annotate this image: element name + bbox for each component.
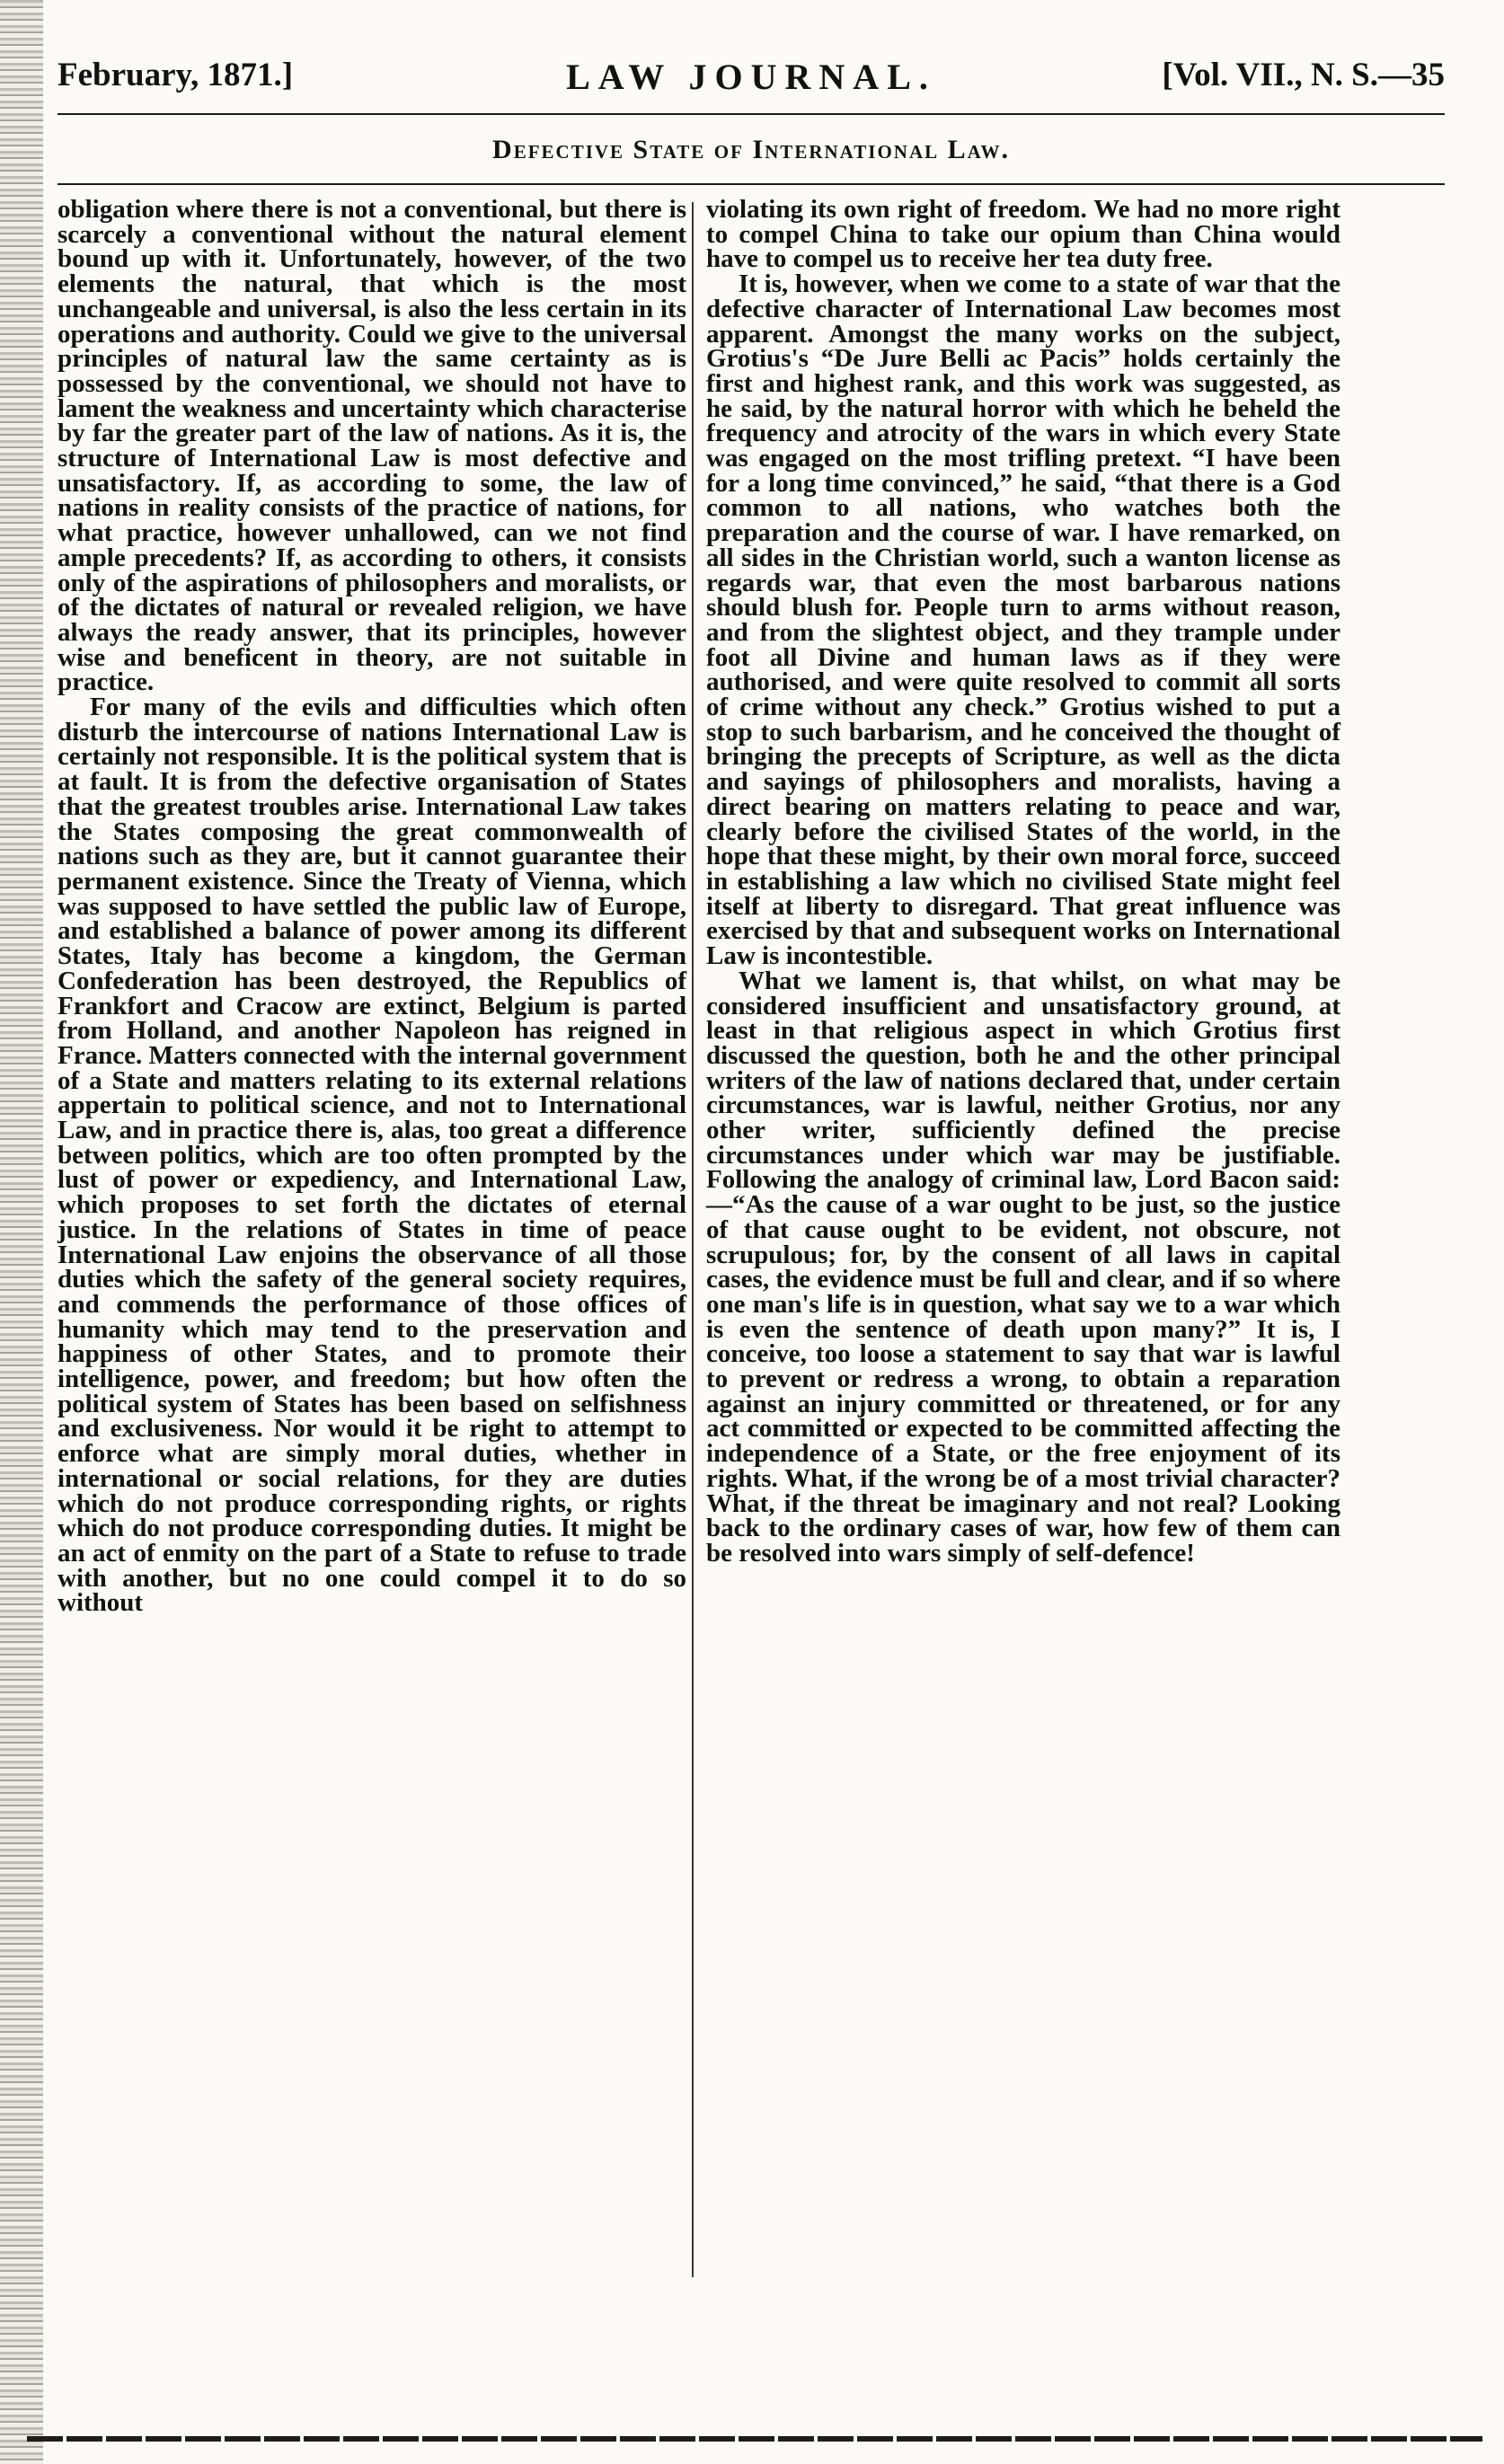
page-binding-edge <box>0 0 43 2464</box>
section-rule <box>58 183 1445 185</box>
paragraph: obligation where there is not a conventional, but there is scarcely a conventional without the natural element bound up with it. Unfortunately, however, of the two elements the natural, that which is the most unchangeable and universal, is also the less certain in its operations and authority. Could we give to the universal principles of natural law the same certainty as is possessed by the conventional, we should not have to lament the weakness and uncertainty which characterise by far the greater part of the law of nations. As it is, the structure of International Law is most defective and unsatisfactory. If, as according to some, the law of nations in reality consists of the practice of nations, for what practice, however unhallowed, can we not find ample precedents? If, as according to others, it consists only of the aspirations of philosophers and moralists, or of the dictates of natural or revealed religion, we have always the ready answer, that its principles, however wise and beneficent in theory, are not suitable in practice. <box>58 195 686 697</box>
section-title: Defective State of International Law. <box>492 135 1010 164</box>
header-rule <box>58 113 1445 115</box>
paragraph: For many of the evils and difficulties which often disturb the intercourse of nations International Law is certainly not responsible. It is the political system that is at fault. It is from the defective organisation of States that the greatest troubles arise. International Law takes the States composing the great commonwealth of nations such as they are, but it cannot guarantee their permanent existence. Since the Treaty of Vienna, which was supposed to have settled the public law of Europe, and established a balance of power among its different States, Italy has become a kingdom, the German Confederation has been destroyed, the Republics of Frankfort and Cracow are extinct, Belgium is parted from Holland, and another Napoleon has reigned in France. Matters connected with the internal government of a State and matters relating to its external relations appertain to political science, and not to International Law, and in practice there is, alas, too great a difference between politics, which are too often prompted by the lust of power or expediency, and International Law, which proposes to set forth the dictates of eternal justice. In the relations of States in time of peace International Law enjoins the observance of all those duties which the safety of the general society requires, and commends the performance of those offices of humanity which may tend to the preservation and happiness of other States, and to promote their intelligence, power, and freedom; but how often the political system of States has been based on selfishness and exclusiveness. Nor would it be right to attempt to enforce what are simply moral duties, whether in international or social relations, for they are duties which do not produce corresponding rights, or rights which do not produce corresponding duties. It might be an act of enmity on the part of a State to refuse to trade with another, but no one could compel it to do so without <box>58 693 686 1618</box>
paragraph: It is, however, when we come to a state of war that the defective character of International Law becomes most apparent. Amongst the many works on the subject, Grotius's “De Jure Belli ac Pacis” holds certainly the first and highest rank, and this work was suggested, as he said, by the natural horror with which he beheld the frequency and atrocity of the wars in which every State was engaged on the most trifling pretext. “I have been for a long time convinced,” he said, “that there is a God common to all nations, who watches both the preparation and the course of war. I have remarked, on all sides in the Christian world, such a wanton license as regards war, that even the most barbarous nations should blush for. People turn to arms without reason, and from the slightest object, and they trample under foot all Divine and human laws as if they were authorised, and were quite resolved to commit all sorts of crime without any check.” Grotius wished to put a stop to such barbarism, and he conceived the thought of bringing the precepts of Scripture, as well as the dicta and sayings of philosophers and moralists, having a direct bearing on matters relating to peace and war, clearly before the civilised States of the world, in the hope that these might, by their own moral force, succeed in establishing a law which no civilised State might feel itself at liberty to disregard. That great influence was exercised by that and subsequent works on International Law is incontestible. <box>706 269 1340 971</box>
paragraph: violating its own right of freedom. We had no more right to compel China to take our opium than China would have to compel us to receive her tea duty free. <box>706 195 1340 274</box>
page-bottom-rule <box>27 2436 1482 2442</box>
header-volume: [Vol. VII., N. S.—35 <box>1162 57 1445 93</box>
left-column <box>58 195 686 2380</box>
running-header <box>58 56 1445 106</box>
paragraph: What we lament is, that whilst, on what may be considered insufficient and unsatisfactory ground, at least in that religious aspect in which Grotius first discussed the question, both he and the other principal writers of the law of nations declared that, under certain circumstances, war is lawful, neither Grotius, nor any other writer, sufficiently defined the precise circumstances under which war may be justifiable. Following the analogy of criminal law, Lord Bacon said:—“As the cause of a war ought to be just, so the justice of that cause ought to be evident, not obscure, not scrupulous; for, by the consent of all laws in capital cases, the evidence must be full and clear, and if so where one man's life is in question, what say we to a war which is even the sentence of death upon many?” It is, I conceive, too loose a statement to say that war is lawful to prevent or redress a wrong, to obtain a reparation against an injury committed or threatened, or for any act committed or expected to be committed affecting the independence of a State, or the free enjoyment of its rights. What, if the wrong be of a most trivial character? What, if the threat be imaginary and not real? Looking back to the ordinary cases of war, how few of them can be resolved into wars simply of self-defence! <box>706 966 1340 1568</box>
header-journal-title: LAW JOURNAL. <box>566 57 936 97</box>
column-divider <box>692 202 694 2277</box>
header-date: February, 1871.] <box>58 57 294 93</box>
right-column <box>706 195 1340 2380</box>
